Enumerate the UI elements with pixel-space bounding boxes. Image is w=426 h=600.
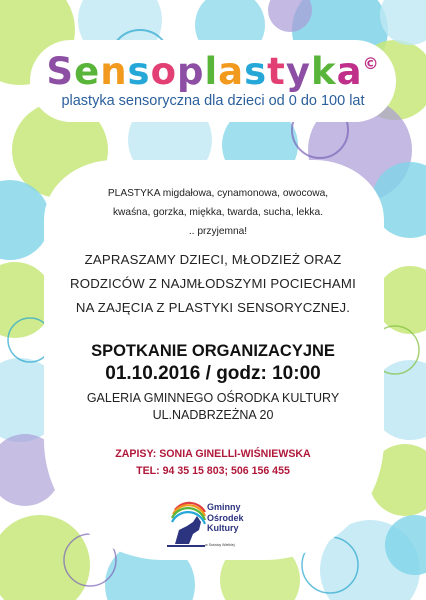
venue-line: GALERIA GMINNEGO OŚRODKA KULTURY [86,391,340,405]
title-letter: k [310,50,337,93]
title-letter: p [176,50,205,93]
title-letter: n [100,50,128,93]
invite-line: NA ZAJĘCIA Z PLASTYKI SENSORYCZNEJ. [75,300,351,315]
logo-line: Ośrodek [207,512,244,523]
intro-line: .. przyjemna! [188,226,248,237]
title-letter: t [267,50,286,93]
logo-text [207,502,244,534]
poster-title [0,50,426,93]
title-letter: l [204,50,219,93]
logo-location: w Sośnicy Wielkiej [205,543,235,547]
invite-line: ZAPRASZAMY DZIECI, MŁODZIEŻ ORAZ [84,252,342,267]
venue-address [40,390,386,424]
cultural-center-logo [165,500,265,550]
title-letter: s [127,50,151,93]
meeting-title: SPOTKANIE ORGANIZACYJNE [91,342,335,360]
title-letter: y [285,50,311,93]
invite-text [40,248,386,320]
venue-line: UL.NADBRZEŻNA 20 [152,408,274,422]
meeting-date: 01.10.2016 / godz: 10:00 [105,363,321,384]
phone-line: TEL: 94 35 15 803; 506 156 455 [136,465,290,477]
title-letter: s [244,50,268,93]
title-letter: S [46,50,75,93]
title-letter: a [336,50,363,93]
signup-line: ZAPISY: SONIA GINELLI-WIŚNIEWSKA [115,448,311,460]
title-letter: o [150,50,177,93]
intro-line: PLASTYKA migdałowa, cynamonowa, owocowa, [107,188,329,199]
invite-line: RODZICÓW Z NAJMŁODSZYMI POCIECHAMI [70,276,356,291]
intro-line: kwaśna, gorzka, miękka, twarda, sucha, lekka. [112,207,324,218]
title-letter: e [74,50,101,93]
intro-text [76,184,360,241]
title-letter: a [218,50,245,93]
poster-subtitle: plastyka sensoryczna dla dzieci od 0 do 100 lat [61,93,365,109]
logo-line: Kultury [207,523,239,533]
logo-line: Gminny [207,502,241,512]
copyright-mark: © [362,54,380,73]
contact-info [40,446,386,480]
